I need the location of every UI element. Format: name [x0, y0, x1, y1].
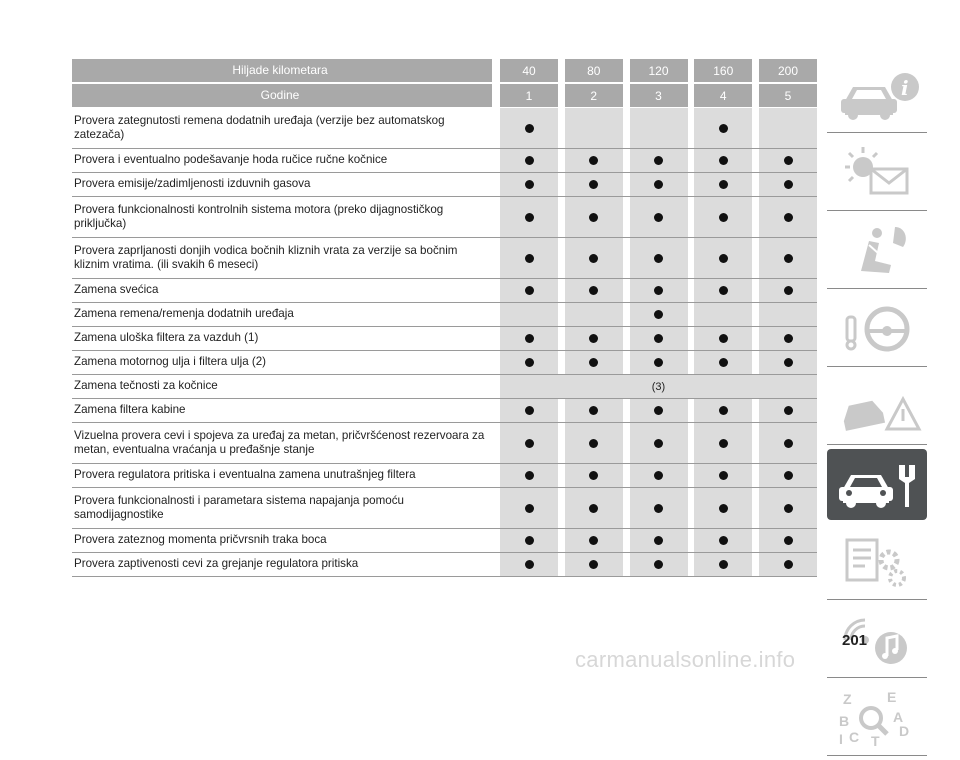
interval-cell — [630, 197, 688, 237]
car-info-icon — [835, 65, 923, 127]
interval-cell — [630, 238, 688, 278]
table-row — [72, 375, 817, 399]
check-dot — [719, 180, 728, 189]
table-row — [72, 351, 817, 375]
table-row — [72, 279, 817, 303]
row-label: Provera zaptivenosti cevi za grejanje regulatora pritiska — [74, 557, 359, 571]
interval-cell — [694, 464, 752, 487]
row-note: (3) — [500, 375, 817, 398]
check-dot — [525, 124, 534, 133]
check-dot — [589, 358, 598, 367]
check-dot — [719, 504, 728, 513]
maintenance-table — [72, 59, 817, 577]
check-dot — [654, 286, 663, 295]
row-label: Provera zateznog momenta pričvrsnih traka boca — [74, 533, 327, 547]
check-dot — [525, 358, 534, 367]
check-dot — [525, 213, 534, 222]
interval-cell — [630, 399, 688, 422]
check-dot — [525, 471, 534, 480]
safety-seat-icon — [835, 221, 923, 283]
check-dot — [525, 406, 534, 415]
interval-cell — [694, 351, 752, 374]
interval-cell — [565, 173, 623, 196]
check-dot — [719, 358, 728, 367]
row-label: Vizuelna provera cevi i spojeva za uređaj za metan, pričvršćenost rezervoara za metan, eventualna vraćanja u prеđašnje stanje — [74, 428, 485, 456]
check-dot — [589, 156, 598, 165]
specs-gear-icon — [835, 532, 923, 594]
interval-cell — [500, 351, 558, 374]
row-label: Provera emisije/zadimljenosti izduvnih gasova — [74, 177, 311, 191]
check-dot — [654, 560, 663, 569]
index-letter: C — [849, 729, 860, 745]
km-80: 80 — [565, 59, 623, 82]
table-row — [72, 553, 817, 577]
interval-cell — [694, 399, 752, 422]
year-3: 3 — [630, 84, 688, 107]
row-label: Provera zategnutosti remena dodatnih uređaja (verzije bez automatskog zatezača) — [74, 113, 445, 141]
check-dot — [719, 471, 728, 480]
tab-maintenance[interactable] — [827, 449, 927, 520]
check-dot — [654, 254, 663, 263]
interval-cell — [565, 238, 623, 278]
check-dot — [589, 180, 598, 189]
table-row — [72, 399, 817, 423]
check-dot — [719, 286, 728, 295]
svg-text:i: i — [901, 76, 909, 100]
km-40: 40 — [500, 59, 558, 82]
index-letter: T — [871, 733, 880, 749]
warning-lights-icon — [835, 143, 923, 205]
check-dot — [654, 439, 663, 448]
check-dot — [589, 334, 598, 343]
check-dot — [784, 180, 793, 189]
interval-cell — [759, 279, 817, 302]
interval-cell — [630, 149, 688, 172]
check-dot — [525, 439, 534, 448]
interval-cell — [565, 423, 623, 463]
interval-cell — [565, 488, 623, 528]
tab-starting-driving[interactable] — [827, 293, 927, 367]
check-dot — [654, 471, 663, 480]
interval-cell — [565, 464, 623, 487]
row-label: Zamena remena/remenja dodatnih uređaja — [74, 307, 294, 321]
check-dot — [525, 334, 534, 343]
table-row — [72, 303, 817, 327]
check-dot — [719, 406, 728, 415]
interval-cell — [500, 464, 558, 487]
check-dot — [525, 180, 534, 189]
interval-cell — [500, 279, 558, 302]
row-label: Provera regulatora pritiska i eventualna zamena unutrašnjeg filtera — [74, 468, 416, 482]
row-label: Provera i eventualno podešavanje hoda ručice ručne kočnice — [74, 153, 388, 167]
check-dot — [654, 406, 663, 415]
year-4: 4 — [694, 84, 752, 107]
interval-cell — [565, 279, 623, 302]
check-dot — [784, 406, 793, 415]
check-dot — [654, 334, 663, 343]
check-dot — [784, 560, 793, 569]
interval-cell — [565, 197, 623, 237]
table-row — [72, 423, 817, 464]
interval-cell — [565, 327, 623, 350]
interval-cell — [759, 423, 817, 463]
interval-cell — [630, 423, 688, 463]
interval-cell — [759, 529, 817, 552]
interval-cell — [759, 149, 817, 172]
interval-cell — [500, 197, 558, 237]
interval-cell — [759, 303, 817, 326]
km-label: Hiljade kilometara — [72, 59, 492, 82]
table-row — [72, 173, 817, 197]
interval-cell — [565, 529, 623, 552]
years-label: Godine — [72, 84, 492, 107]
row-label: Zamena tečnosti za kočnice — [74, 379, 218, 393]
steering-key-icon — [835, 299, 923, 361]
tab-index[interactable] — [827, 682, 927, 756]
interval-cell — [759, 108, 817, 148]
check-dot — [719, 156, 728, 165]
index-letter: D — [899, 723, 910, 739]
table-row — [72, 327, 817, 351]
check-dot — [719, 439, 728, 448]
check-dot — [589, 254, 598, 263]
interval-cell — [630, 529, 688, 552]
check-dot — [784, 536, 793, 545]
row-label: Zamena uloška filtera za vazduh (1) — [74, 331, 259, 345]
table-row — [72, 529, 817, 553]
year-5: 5 — [759, 84, 817, 107]
km-160: 160 — [694, 59, 752, 82]
interval-cell — [500, 149, 558, 172]
interval-cell — [565, 351, 623, 374]
check-dot — [589, 560, 598, 569]
interval-cell — [565, 399, 623, 422]
check-dot — [525, 254, 534, 263]
check-dot — [654, 310, 663, 319]
interval-cell — [630, 488, 688, 528]
interval-cell — [565, 553, 623, 576]
interval-cell — [500, 173, 558, 196]
table-row — [72, 238, 817, 279]
interval-cell — [759, 238, 817, 278]
interval-cell — [694, 327, 752, 350]
tab-emergency[interactable] — [827, 371, 927, 445]
table-body — [72, 108, 817, 577]
check-dot — [719, 536, 728, 545]
interval-cell — [500, 529, 558, 552]
check-dot — [589, 504, 598, 513]
interval-cell — [630, 108, 688, 148]
interval-cell — [630, 351, 688, 374]
check-dot — [784, 334, 793, 343]
check-dot — [525, 504, 534, 513]
interval-cell — [500, 488, 558, 528]
tab-warning-lights[interactable] — [827, 137, 927, 211]
row-label: Provera funkcionalnosti i parametara sistema napajanja pomoću samodijagnostike — [74, 493, 404, 521]
interval-cell — [759, 327, 817, 350]
interval-cell — [500, 108, 558, 148]
check-dot — [589, 471, 598, 480]
interval-cell — [694, 238, 752, 278]
check-dot — [654, 213, 663, 222]
interval-cell — [759, 173, 817, 196]
interval-cell — [759, 399, 817, 422]
check-dot — [784, 471, 793, 480]
row-label: Zamena motornog ulja i filtera ulja (2) — [74, 355, 267, 369]
table-row — [72, 149, 817, 173]
interval-cell — [630, 173, 688, 196]
check-dot — [784, 213, 793, 222]
interval-cell — [500, 553, 558, 576]
check-dot — [589, 286, 598, 295]
row-label: Provera zaprljanosti donjih vodica bočnih kliznih vrata za verzije sa bočnim kliznim vratima. (ili svakih 6 meseci) — [74, 243, 458, 271]
index-letter: Z — [843, 691, 852, 707]
index-letter: I — [839, 731, 843, 747]
table-row — [72, 488, 817, 529]
check-dot — [784, 358, 793, 367]
interval-cell — [694, 303, 752, 326]
check-dot — [525, 560, 534, 569]
check-dot — [719, 213, 728, 222]
table-row — [72, 464, 817, 488]
check-dot — [784, 439, 793, 448]
table-row — [72, 197, 817, 238]
index-letter: A — [893, 709, 904, 725]
check-dot — [654, 156, 663, 165]
chapter-sidebar — [827, 59, 927, 760]
interval-cell — [630, 303, 688, 326]
page-number: 201 — [842, 632, 868, 649]
interval-cell — [694, 108, 752, 148]
check-dot — [525, 536, 534, 545]
index-letter: B — [839, 713, 850, 729]
interval-cell — [694, 423, 752, 463]
interval-cell — [500, 423, 558, 463]
check-dot — [654, 536, 663, 545]
check-dot — [654, 180, 663, 189]
check-dot — [589, 536, 598, 545]
interval-cell — [565, 303, 623, 326]
interval-cell — [500, 399, 558, 422]
year-2: 2 — [565, 84, 623, 107]
watermark: carmanualsonline.info — [575, 647, 796, 672]
tab-safety[interactable] — [827, 215, 927, 289]
maintenance-icon — [835, 455, 923, 517]
interval-cell — [694, 173, 752, 196]
interval-cell — [630, 464, 688, 487]
check-dot — [525, 156, 534, 165]
check-dot — [719, 254, 728, 263]
check-dot — [654, 358, 663, 367]
check-dot — [784, 286, 793, 295]
tab-car-info[interactable] — [827, 59, 927, 133]
check-dot — [589, 213, 598, 222]
accident-icon — [835, 377, 923, 439]
header-years-row — [72, 84, 817, 107]
check-dot — [719, 124, 728, 133]
check-dot — [719, 334, 728, 343]
tab-technical-specs[interactable] — [827, 526, 927, 600]
check-dot — [784, 504, 793, 513]
km-120: 120 — [630, 59, 688, 82]
check-dot — [784, 156, 793, 165]
interval-cell — [694, 279, 752, 302]
interval-cell — [630, 279, 688, 302]
interval-cell — [565, 108, 623, 148]
interval-cell — [630, 327, 688, 350]
km-200: 200 — [759, 59, 817, 82]
interval-cell — [759, 488, 817, 528]
row-label: Zamena filtera kabine — [74, 403, 186, 417]
check-dot — [784, 254, 793, 263]
check-dot — [589, 439, 598, 448]
interval-cell — [500, 327, 558, 350]
interval-cell — [694, 488, 752, 528]
interval-cell — [694, 149, 752, 172]
index-letter: E — [887, 689, 897, 705]
row-label: Zamena svećica — [74, 283, 159, 297]
year-1: 1 — [500, 84, 558, 107]
interval-cell — [500, 238, 558, 278]
interval-cell — [759, 464, 817, 487]
interval-cell — [694, 529, 752, 552]
index-letters-icon — [835, 688, 923, 750]
header-km-row — [72, 59, 817, 82]
table-row — [72, 108, 817, 149]
interval-cell — [694, 553, 752, 576]
interval-cell — [500, 303, 558, 326]
check-dot — [525, 286, 534, 295]
interval-cell — [759, 553, 817, 576]
check-dot — [654, 504, 663, 513]
interval-cell — [759, 197, 817, 237]
interval-cell — [694, 197, 752, 237]
check-dot — [589, 406, 598, 415]
interval-cell — [565, 149, 623, 172]
interval-cell — [630, 553, 688, 576]
interval-cell — [759, 351, 817, 374]
check-dot — [719, 560, 728, 569]
row-label: Provera funkcionalnosti kontrolnih sistema motora (preko dijagnostičkog priključka) — [74, 202, 444, 230]
